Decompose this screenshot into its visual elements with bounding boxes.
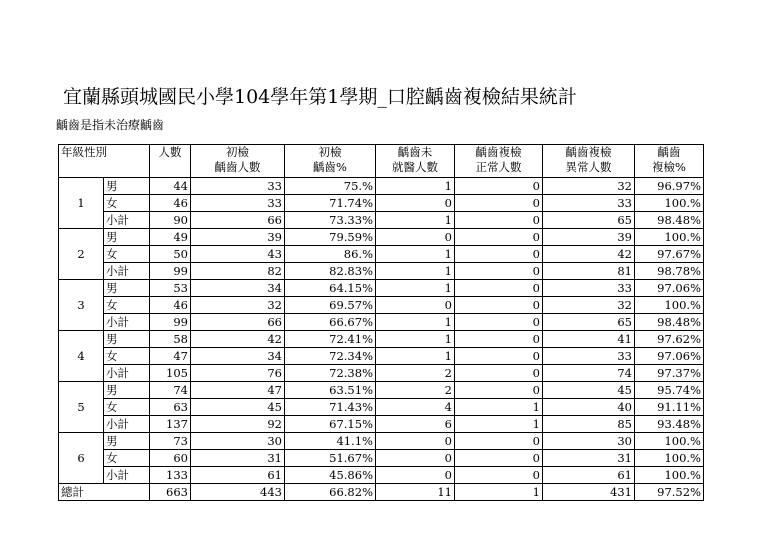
cell-recheck-pct: 91.11% — [635, 399, 704, 416]
cell-count: 133 — [150, 467, 191, 484]
cell-recheck-normal: 0 — [455, 433, 543, 450]
gender-cell: 男 — [104, 331, 150, 348]
cell-caries-pct: 41.1% — [285, 433, 376, 450]
cell-untreated: 1 — [376, 178, 455, 195]
cell-recheck-normal: 0 — [455, 280, 543, 297]
cell-recheck-normal: 1 — [455, 484, 543, 501]
cell-untreated: 1 — [376, 348, 455, 365]
cell-recheck-normal: 0 — [455, 212, 543, 229]
table-body — [59, 145, 704, 501]
header-line: 齲齒複檢 — [565, 145, 612, 159]
header-line: 齲齒 — [657, 145, 681, 159]
table-row — [59, 246, 704, 263]
cell-recheck-normal: 0 — [455, 263, 543, 280]
cell-caries-count: 92 — [191, 416, 285, 433]
gender-cell: 男 — [104, 280, 150, 297]
page-title: 宜蘭縣頭城國民小學104學年第1學期_口腔齲齒複檢結果統計 — [63, 86, 577, 108]
cell-count: 46 — [150, 297, 191, 314]
caries-statistics-table — [58, 144, 704, 501]
cell-untreated: 0 — [376, 467, 455, 484]
cell-untreated: 0 — [376, 433, 455, 450]
cell-recheck-abnormal: 33 — [543, 280, 635, 297]
cell-caries-count: 34 — [191, 280, 285, 297]
cell-caries-count: 32 — [191, 297, 285, 314]
cell-recheck-pct: 93.48% — [635, 416, 704, 433]
cell-caries-pct: 72.41% — [285, 331, 376, 348]
header-recheck-normal-count — [455, 145, 543, 178]
cell-count: 47 — [150, 348, 191, 365]
gender-cell: 小計 — [104, 263, 150, 280]
cell-recheck-normal: 1 — [455, 399, 543, 416]
table-row — [59, 263, 704, 280]
cell-recheck-normal: 0 — [455, 178, 543, 195]
cell-caries-pct: 82.83% — [285, 263, 376, 280]
cell-recheck-pct: 97.52% — [635, 484, 704, 501]
table-row — [59, 467, 704, 484]
cell-caries-count: 66 — [191, 314, 285, 331]
cell-recheck-normal: 0 — [455, 297, 543, 314]
cell-count: 73 — [150, 433, 191, 450]
cell-recheck-pct: 96.97% — [635, 178, 704, 195]
cell-count: 663 — [150, 484, 191, 501]
cell-recheck-abnormal: 431 — [543, 484, 635, 501]
cell-untreated: 6 — [376, 416, 455, 433]
header-line: 齲齒未 — [397, 145, 433, 159]
cell-recheck-abnormal: 65 — [543, 212, 635, 229]
cell-caries-pct: 72.38% — [285, 365, 376, 382]
table-row — [59, 331, 704, 348]
cell-caries-count: 31 — [191, 450, 285, 467]
cell-count: 74 — [150, 382, 191, 399]
cell-caries-count: 39 — [191, 229, 285, 246]
gender-cell: 女 — [104, 348, 150, 365]
cell-caries-pct: 69.57% — [285, 297, 376, 314]
table-row — [59, 195, 704, 212]
cell-recheck-abnormal: 81 — [543, 263, 635, 280]
cell-count: 99 — [150, 314, 191, 331]
header-line: 齲齒% — [313, 160, 347, 174]
cell-count: 63 — [150, 399, 191, 416]
cell-untreated: 1 — [376, 263, 455, 280]
cell-caries-pct: 71.43% — [285, 399, 376, 416]
cell-untreated: 0 — [376, 195, 455, 212]
cell-recheck-pct: 97.06% — [635, 280, 704, 297]
cell-recheck-normal: 0 — [455, 195, 543, 212]
cell-count: 53 — [150, 280, 191, 297]
cell-recheck-abnormal: 61 — [543, 467, 635, 484]
cell-recheck-normal: 0 — [455, 348, 543, 365]
cell-caries-count: 43 — [191, 246, 285, 263]
cell-count: 58 — [150, 331, 191, 348]
cell-caries-count: 45 — [191, 399, 285, 416]
cell-recheck-abnormal: 31 — [543, 450, 635, 467]
cell-caries-count: 66 — [191, 212, 285, 229]
gender-cell: 小計 — [104, 416, 150, 433]
cell-untreated: 1 — [376, 212, 455, 229]
cell-caries-pct: 45.86% — [285, 467, 376, 484]
cell-caries-pct: 73.33% — [285, 212, 376, 229]
header-line: 初檢 — [318, 145, 342, 159]
gender-cell: 女 — [104, 399, 150, 416]
cell-caries-count: 82 — [191, 263, 285, 280]
table-row — [59, 433, 704, 450]
cell-count: 46 — [150, 195, 191, 212]
cell-untreated: 1 — [376, 246, 455, 263]
cell-recheck-abnormal: 33 — [543, 195, 635, 212]
cell-count: 99 — [150, 263, 191, 280]
cell-recheck-pct: 95.74% — [635, 382, 704, 399]
cell-caries-pct: 66.82% — [285, 484, 376, 501]
cell-untreated: 11 — [376, 484, 455, 501]
cell-untreated: 1 — [376, 314, 455, 331]
cell-untreated: 2 — [376, 382, 455, 399]
grade-cell: 5 — [59, 382, 104, 433]
cell-count: 137 — [150, 416, 191, 433]
cell-untreated: 1 — [376, 331, 455, 348]
gender-cell: 女 — [104, 297, 150, 314]
cell-untreated: 4 — [376, 399, 455, 416]
cell-recheck-normal: 0 — [455, 467, 543, 484]
cell-recheck-pct: 100.% — [635, 450, 704, 467]
total-row — [59, 484, 704, 501]
header-line: 複檢% — [652, 160, 686, 174]
cell-recheck-pct: 100.% — [635, 433, 704, 450]
cell-untreated: 0 — [376, 450, 455, 467]
cell-recheck-pct: 97.06% — [635, 348, 704, 365]
cell-recheck-pct: 100.% — [635, 195, 704, 212]
cell-caries-count: 30 — [191, 433, 285, 450]
gender-cell: 小計 — [104, 365, 150, 382]
cell-recheck-pct: 98.48% — [635, 212, 704, 229]
cell-caries-count: 443 — [191, 484, 285, 501]
cell-recheck-abnormal: 42 — [543, 246, 635, 263]
cell-count: 49 — [150, 229, 191, 246]
cell-caries-pct: 86.% — [285, 246, 376, 263]
gender-cell: 女 — [104, 195, 150, 212]
table-row — [59, 365, 704, 382]
grade-cell: 1 — [59, 178, 104, 229]
cell-recheck-abnormal: 40 — [543, 399, 635, 416]
grade-cell: 2 — [59, 229, 104, 280]
cell-recheck-normal: 0 — [455, 331, 543, 348]
gender-cell: 小計 — [104, 314, 150, 331]
table-header-row — [59, 145, 704, 178]
cell-untreated: 0 — [376, 297, 455, 314]
cell-recheck-abnormal: 32 — [543, 178, 635, 195]
cell-recheck-pct: 100.% — [635, 297, 704, 314]
cell-recheck-normal: 0 — [455, 450, 543, 467]
gender-cell: 女 — [104, 246, 150, 263]
cell-count: 60 — [150, 450, 191, 467]
grade-cell: 6 — [59, 433, 104, 484]
cell-caries-pct: 71.74% — [285, 195, 376, 212]
header-count: 人數 — [150, 145, 191, 178]
header-initial-caries-count — [191, 145, 285, 178]
gender-cell: 男 — [104, 178, 150, 195]
table-row — [59, 280, 704, 297]
cell-caries-count: 33 — [191, 178, 285, 195]
cell-caries-count: 42 — [191, 331, 285, 348]
cell-recheck-normal: 0 — [455, 382, 543, 399]
table-row — [59, 399, 704, 416]
cell-recheck-pct: 100.% — [635, 467, 704, 484]
cell-recheck-pct: 98.48% — [635, 314, 704, 331]
table-row — [59, 348, 704, 365]
cell-caries-pct: 51.67% — [285, 450, 376, 467]
cell-count: 90 — [150, 212, 191, 229]
gender-cell: 小計 — [104, 212, 150, 229]
cell-recheck-abnormal: 45 — [543, 382, 635, 399]
header-untreated-count — [376, 145, 455, 178]
cell-caries-pct: 75.% — [285, 178, 376, 195]
total-label: 總計 — [59, 484, 150, 501]
header-line: 就醫人數 — [392, 160, 438, 174]
cell-recheck-pct: 100.% — [635, 229, 704, 246]
table-row — [59, 297, 704, 314]
cell-untreated: 0 — [376, 229, 455, 246]
table-row — [59, 229, 704, 246]
table-row — [59, 212, 704, 229]
header-line: 齲齒人數 — [214, 160, 261, 174]
grade-cell: 3 — [59, 280, 104, 331]
cell-count: 105 — [150, 365, 191, 382]
grade-cell: 4 — [59, 331, 104, 382]
cell-caries-count: 61 — [191, 467, 285, 484]
cell-caries-pct: 72.34% — [285, 348, 376, 365]
cell-count: 44 — [150, 178, 191, 195]
header-line: 異常人數 — [565, 160, 612, 174]
table-row — [59, 178, 704, 195]
header-recheck-pct — [635, 145, 704, 178]
cell-recheck-normal: 0 — [455, 314, 543, 331]
cell-recheck-abnormal: 32 — [543, 297, 635, 314]
gender-cell: 小計 — [104, 467, 150, 484]
header-line: 齲齒複檢 — [475, 145, 522, 159]
cell-untreated: 2 — [376, 365, 455, 382]
table-row — [59, 314, 704, 331]
cell-untreated: 1 — [376, 280, 455, 297]
cell-recheck-normal: 0 — [455, 229, 543, 246]
cell-recheck-pct: 97.62% — [635, 331, 704, 348]
cell-caries-pct: 67.15% — [285, 416, 376, 433]
cell-caries-count: 33 — [191, 195, 285, 212]
cell-caries-pct: 64.15% — [285, 280, 376, 297]
footnote: 齲齒是指未治療齲齒 — [56, 118, 165, 132]
cell-recheck-abnormal: 41 — [543, 331, 635, 348]
cell-caries-count: 47 — [191, 382, 285, 399]
cell-recheck-pct: 97.37% — [635, 365, 704, 382]
cell-recheck-abnormal: 30 — [543, 433, 635, 450]
header-line: 初檢 — [226, 145, 249, 159]
gender-cell: 女 — [104, 450, 150, 467]
header-line: 正常人數 — [475, 160, 522, 174]
table-row — [59, 416, 704, 433]
gender-cell: 男 — [104, 229, 150, 246]
cell-caries-pct: 79.59% — [285, 229, 376, 246]
cell-caries-count: 76 — [191, 365, 285, 382]
cell-recheck-normal: 0 — [455, 246, 543, 263]
gender-cell: 男 — [104, 382, 150, 399]
cell-recheck-pct: 97.67% — [635, 246, 704, 263]
cell-recheck-abnormal: 74 — [543, 365, 635, 382]
cell-recheck-abnormal: 85 — [543, 416, 635, 433]
header-grade-gender: 年級性別 — [59, 145, 150, 178]
table-row — [59, 382, 704, 399]
header-recheck-abnormal-count — [543, 145, 635, 178]
cell-recheck-abnormal: 33 — [543, 348, 635, 365]
cell-recheck-normal: 1 — [455, 416, 543, 433]
cell-recheck-abnormal: 39 — [543, 229, 635, 246]
cell-count: 50 — [150, 246, 191, 263]
gender-cell: 男 — [104, 433, 150, 450]
table-row — [59, 450, 704, 467]
cell-caries-pct: 63.51% — [285, 382, 376, 399]
cell-recheck-abnormal: 65 — [543, 314, 635, 331]
cell-caries-count: 34 — [191, 348, 285, 365]
cell-recheck-normal: 0 — [455, 365, 543, 382]
cell-caries-pct: 66.67% — [285, 314, 376, 331]
cell-recheck-pct: 98.78% — [635, 263, 704, 280]
header-initial-caries-pct — [285, 145, 376, 178]
